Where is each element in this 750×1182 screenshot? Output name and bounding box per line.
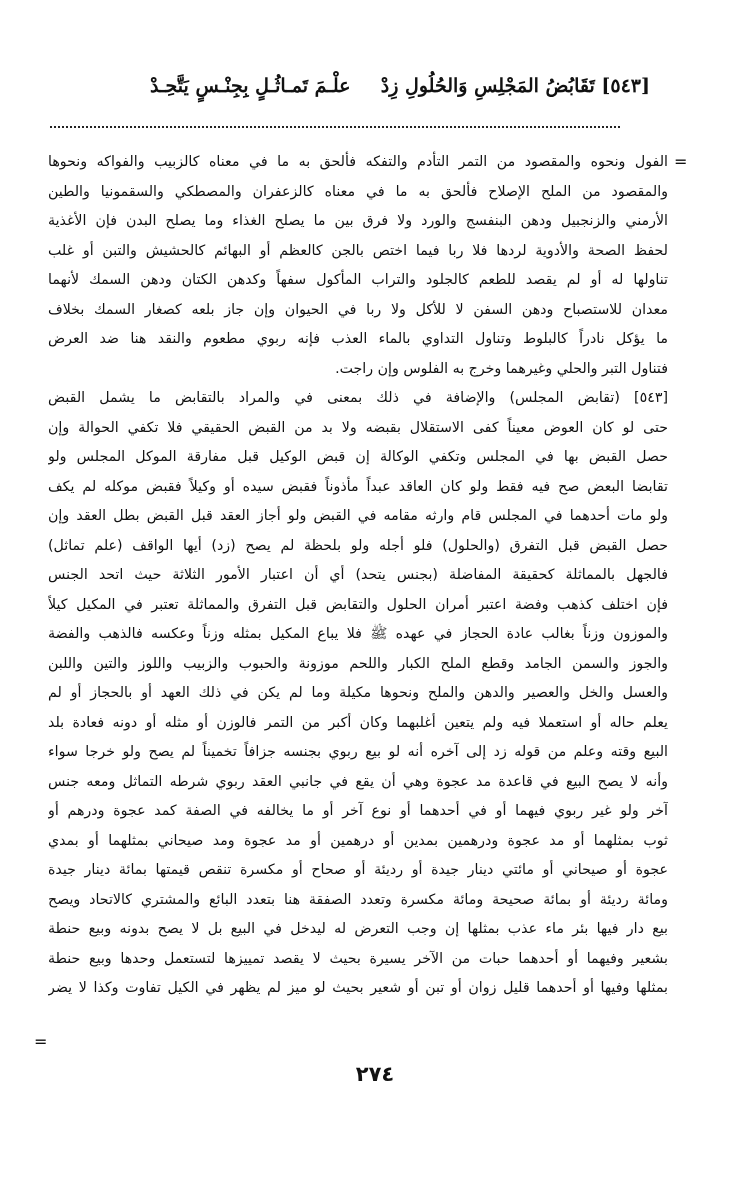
dotted-separator [50, 126, 620, 128]
text-line: لحفظ الصحة والأدوية لردها فلا ربا فيما اختص بالجن كالعظم أو البهائم كالحشيش والتبن أو غلب [48, 242, 668, 259]
text-line: فإن اختلف كذهب وفضة اعتبر أمران الحلول والتقابض قبل التفرق والمماثلة تعتبر في المكيل كيلاً [48, 596, 668, 613]
text-line: ولو مات أحدهما في المجلس قام وارثه مقامه في القبض ولو أجاز العقد قبل القبض بطل العقد وإن [48, 508, 668, 524]
text-line: البيع وقته وعلم من قوله زد إلى آخره أنه لو بيع ربوي بجنسه جزافاً تخميناً لم يصح ولو خرجا سواء [48, 744, 668, 760]
text-line: الفول ونحوه والمقصود من التمر التأدم والتفكه فألحق به ما في معناه كالزبيب والفواكه ونحوها [48, 154, 668, 170]
text-line: آخر ولو غير ربوي فيهما أو في أحدهما أو نوع آخر أو ما يخالفه في الصفة كمد عجوة ودرهم أو [48, 803, 668, 819]
text-line: بشعير وفيهما أو أحدهما حبات من الآخر يسيرة بحيث لا يقصد تمييزها لتستعمل وحدها وبيع حنطة [48, 950, 668, 967]
running-header [70, 66, 650, 106]
text-line: فالجهل بالمماثلة كحقيقة المفاضلة (بجنس يتحد) أي أن اعتبار الأمور الثلاثة حيث اتحد الجنس [48, 567, 668, 583]
header-title: [٥٤٣] تَقَابُضُ المَجْلِسِ وَالحُلُولِ زِدْ [380, 75, 650, 97]
text-line: عجوة أو صيحاني أو مائتي دينار جيدة أو رديئة أو صحاح أو مكسرة تنقص قيمتها بمائة دينار جيدة [48, 862, 668, 878]
text-line: وأنه لا يصح البيع في قاعدة مد عجوة وهي أن يقع في جانبي العقد ربوي شرطه التماثل ومعه جنس [48, 773, 668, 790]
text-line: ومائة رديئة أو بمائة صحيحة ومائة مكسرة وتعدد الصفقة هنا بتعدد البائع والمشتري كالاتحاد ويصح [48, 891, 668, 908]
text-line: يعلم حاله أو استعملا فيه ولم يتعين أغلبهما وكان أكبر من التمر فالوزن أو مثله أو دونه فعادة بلد [48, 714, 668, 731]
text-line: معدان للاستصباح ودهن السفن لا للأكل ولا ربا في الحيوان وإن جاز بلعه كصغار السمك بخلاف [48, 301, 668, 318]
header-verse: علْـمَ تَمـاثُـلٍ بِجِنْـسٍ يَتَّحِـدْ [150, 75, 351, 97]
text-line: تقابضا البعض صح فيه فقط ولو كان العاقد عبداً مأذوناً فقبض سيده أو وكيلاً فقبض موكله لم يكف [48, 478, 668, 495]
text-line: [٥٤٣] (تقابض المجلس) والإضافة في ذلك بمعنى في والمراد بالتقابض ما يشمل القبض [48, 390, 668, 406]
text-line: ما يؤكل نادراً كالبلوط وتناول التداوي بالماء العذب فإنه ربوي مطعوم والنقد هنا ضد العرض [48, 331, 668, 347]
text-line: والموزون وزناً بغالب عادة الحجاز في عهده ﷺ فلا يباع المكيل بمثله وزناً وعكسه فالذهب والفضة [48, 626, 668, 642]
text-line: والجوز والسمن الجامد وقطع الملح الكبار واللحم موزونة والحبوب والزبيب واللوز والتين واللبن [48, 655, 668, 672]
continuation-mark-end: = [34, 1032, 48, 1051]
text-line: الأرمني والزنجبيل ودهن البنفسج والورد ولا فرق بين ما يصلح الغذاء وما يصلح البدن فإن الأغذية [48, 213, 668, 229]
text-line: بمثلها وفيها أو أحدهما قليل زوان أو تبن أو شعير بحيث لو ميز لم يظهر في الكيل تفاوت وكذا لا يضر [48, 980, 668, 996]
text-line: ثوب بمثلهما أو مد عجوة ودرهمين بمدين أو درهمين أو مد عجوة ومد صيحاني بمثلهما أو بمدي [48, 832, 668, 849]
text-line: حتى لو كان العوض معيناً كفى الاستقلال بقبضه ولا بد من القبض الحقيقي فلا تكفي الحوالة وإن [48, 419, 668, 436]
continuation-mark-start: = [674, 152, 688, 171]
text-line: بيع دار فيها بئر ماء عذب بمثلها إن وجب التعرض له ليدخل في البيع بل لا يصح بدونه وبيع حنطة [48, 921, 668, 937]
page-number: ٢٧٤ [355, 1062, 395, 1086]
text-line: حصل القبض قبل التفرق (والحلول) فلو أجله ولو بلحظة لم يصح (زد) أيها الواقف (علم تماثل) [48, 537, 668, 554]
text-line: فتناول التبر والحلي وغيرهما وخرج به الفلوس وإن راجت. [335, 360, 668, 377]
commentary-text [48, 148, 668, 1004]
text-line: حصل القبض بها في المجلس وتكفي الوكالة إن قبض الوكيل قبل مفارقة الموكل المجلس ولو [48, 449, 668, 465]
text-line: والعسل والخل والعصير والدهن والملح ونحوها مكيلة وما لم يكن في ذلك العهد أو بالحجاز أو لم [48, 685, 668, 701]
text-line: والمقصود من الملح الإصلاح فألحق به ما في معناه كالزعفران والمصطكي والسقمونيا والطين [48, 183, 668, 200]
text-line: تناولها له أو لم يقصد للطعم كالجلود والتراب المأكول سفهاً وكدهن الكتان ودهن السمك لأنهما [48, 272, 668, 288]
